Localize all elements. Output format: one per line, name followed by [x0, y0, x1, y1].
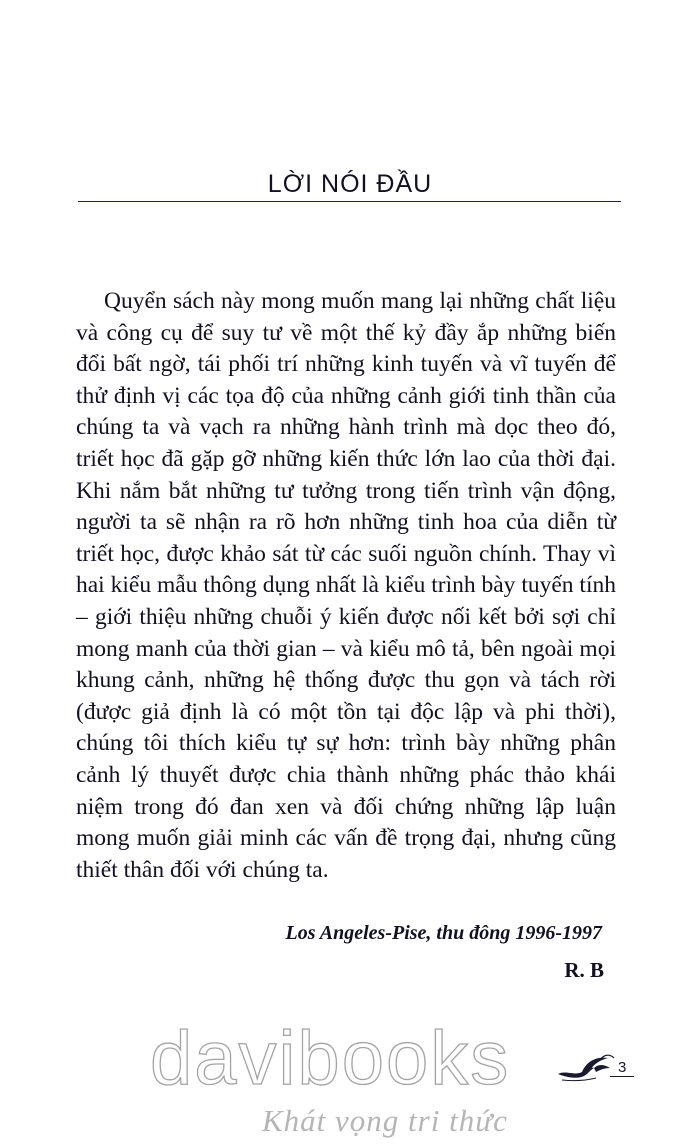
watermark-brand: davibooks: [150, 1016, 511, 1101]
watermark-tagline: Khát vọng tri thức: [262, 1103, 508, 1138]
page-number-underline: [610, 1076, 634, 1077]
page-number: 3: [618, 1059, 627, 1076]
page-heading: LỜI NÓI ĐẦU: [267, 170, 433, 198]
bird-ornament-icon: [556, 1050, 616, 1084]
heading-divider: [78, 201, 621, 202]
preface-paragraph: Quyển sách này mong muốn mang lại những chất liệu và công cụ để suy tư về một thế kỷ đầy ắp những biến đổi bất ngờ, tái phối trí những kinh tuyến và vĩ tuyến để thử định vị các tọa độ của những cảnh giới tinh thần của chúng ta và vạch ra những hành trình mà dọc theo đó, triết học đã gặp gỡ những kiến thức lớn lao của thời đại. Khi nắm bắt những tư tưởng trong tiến trình vận động, người ta sẽ nhận ra rõ hơn những tinh hoa của diễn từ triết học, được khảo sát từ các suối nguồn chính. Thay vì hai kiểu mẫu thông dụng nhất là kiểu trình bày tuyến tính – giới thiệu những chuỗi ý kiến được nối kết bởi sợi chỉ mong manh của thời gian – và kiểu mô tả, bên ngoài mọi khung cảnh, những hệ thống được thu gọn và tách rời (được giả định là có một tồn tại độc lập và phi thời), chúng tôi thích kiểu tự sự hơn: trình bày những phân cảnh lý thuyết được chia thành những phác thảo khái niệm trong đó đan xen và đối chứng những lập luận mong muốn giải minh các vấn đề trọng đại, nhưng cũng thiết thân đối với chúng ta.: [76, 288, 616, 883]
author-initials: R. B: [564, 958, 604, 982]
signoff-place-date: Los Angeles-Pise, thu đông 1996-1997: [285, 922, 602, 944]
